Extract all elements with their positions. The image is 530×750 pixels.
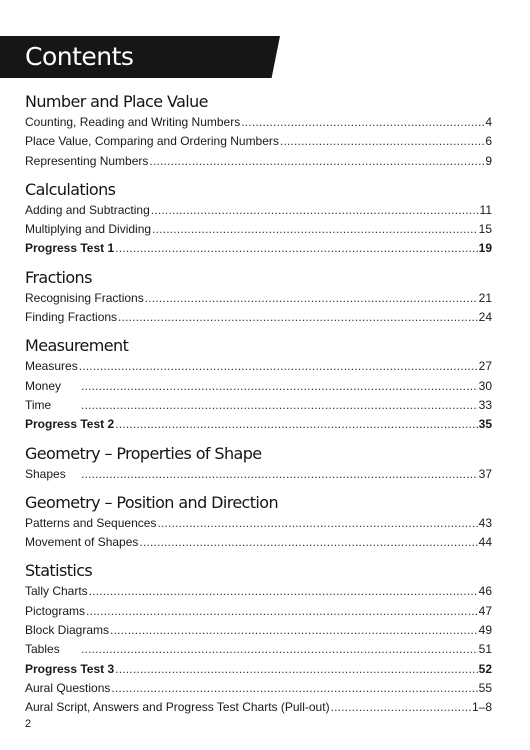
dot-leader [331,698,471,717]
entry-page: 27 [478,359,492,374]
entry-page: 30 [478,378,492,393]
dot-leader [89,582,478,601]
entry-label: Progress Test 2 [25,417,115,432]
dot-leader [115,239,477,258]
entry-label: Counting, Reading and Writing Numbers [25,115,241,129]
page-number: 2 [25,718,32,730]
entry-page: 24 [478,310,492,325]
toc-section [25,493,492,553]
toc-entry[interactable] [25,582,492,601]
section-heading: Geometry – Properties of Shape [25,443,262,463]
toc-entry[interactable] [25,602,492,621]
dot-leader [149,152,484,171]
toc-entry[interactable] [25,132,492,151]
toc-section [25,180,492,259]
entry-label: Place Value, Comparing and Ordering Numbers [25,134,279,149]
entry-label: Progress Test 3 [25,661,115,676]
toc-section [25,92,492,171]
entry-page: 52 [478,661,492,676]
entry-page: 47 [478,603,492,618]
toc-entry[interactable] [25,465,492,484]
dot-leader [151,201,479,220]
entry-label: Pictograms [25,603,86,618]
entry-label: Movement of Shapes [25,535,139,550]
dot-leader [115,415,477,434]
dot-leader [111,679,477,698]
entry-label: Progress Test 1 [25,241,115,256]
dot-leader [145,289,478,308]
section-heading: Measurement [25,336,129,356]
toc-entry-progress-test[interactable] [25,239,492,258]
entry-label: Patterns and Sequences [25,515,157,530]
entry-page: 15 [478,222,492,237]
toc-entry[interactable] [25,640,492,659]
toc-entry[interactable] [25,396,492,415]
entry-label: Tables [25,642,60,657]
entry-label: Block Diagrams [25,623,110,638]
toc-entry[interactable] [25,698,492,717]
dot-leader [118,308,478,327]
dot-leader [86,602,478,621]
dot-leader [152,220,478,239]
toc-entry[interactable] [25,152,492,171]
entry-page: 4 [485,115,492,129]
dot-leader [241,113,484,132]
entry-page: 37 [478,466,492,481]
dot-leader [157,514,477,533]
entry-page: 33 [478,397,492,412]
entry-label: Adding and Subtracting [25,202,150,217]
toc-entry[interactable] [25,679,492,698]
section-heading: Number and Place Value [25,92,208,111]
section-heading: Calculations [25,179,116,199]
toc-section [25,268,492,328]
entry-page: 6 [485,134,492,149]
entry-label: Time [25,397,52,412]
page-title: Contents [25,42,134,71]
entry-page: 1–8 [471,700,492,715]
entry-page: 51 [478,642,492,657]
entry-label: Shapes [25,466,66,481]
entry-label: Aural Questions [25,680,111,695]
dot-leader [115,660,477,679]
entry-page: 21 [478,290,492,305]
dot-leader [81,377,478,396]
entry-label: Aural Script, Answers and Progress Test Charts (Pull-out) [25,700,330,715]
dot-leader [139,533,477,552]
toc-section [25,336,492,434]
entry-label: Representing Numbers [25,153,149,168]
toc-entry-progress-test[interactable] [25,415,492,434]
table-of-contents [25,92,492,718]
entry-page: 11 [479,202,492,217]
dot-leader [79,357,478,376]
dot-leader [81,465,478,484]
toc-entry[interactable] [25,201,492,220]
toc-entry[interactable] [25,377,492,396]
toc-entry[interactable] [25,621,492,640]
entry-page: 55 [478,680,492,695]
section-heading: Statistics [25,561,93,581]
toc-entry-progress-test[interactable] [25,660,492,679]
entry-page: 9 [485,153,492,168]
toc-entry[interactable] [25,357,492,376]
entry-label: Recognising Fractions [25,290,144,305]
section-heading: Fractions [25,267,92,287]
dot-leader [110,621,478,640]
toc-entry[interactable] [25,514,492,533]
toc-entry[interactable] [25,220,492,239]
toc-entry[interactable] [25,289,492,308]
entry-label: Money [25,378,62,393]
entry-page: 35 [478,417,492,432]
entry-label: Measures [25,359,78,374]
entry-label: Finding Fractions [25,310,118,325]
entry-page: 44 [478,535,492,550]
dot-leader [81,640,478,659]
section-heading: Geometry – Position and Direction [25,492,279,512]
dot-leader [81,396,478,415]
entry-page: 46 [478,584,492,599]
toc-section [25,561,492,717]
toc-entry[interactable] [25,308,492,327]
entry-page: 43 [478,515,492,530]
entry-page: 49 [478,623,492,638]
dot-leader [280,132,484,151]
toc-section [25,444,492,484]
entry-label: Multiplying and Dividing [25,222,152,237]
toc-entry[interactable] [25,113,492,132]
entry-label: Tally Charts [25,584,88,599]
toc-entry[interactable] [25,533,492,552]
entry-page: 19 [478,241,492,256]
